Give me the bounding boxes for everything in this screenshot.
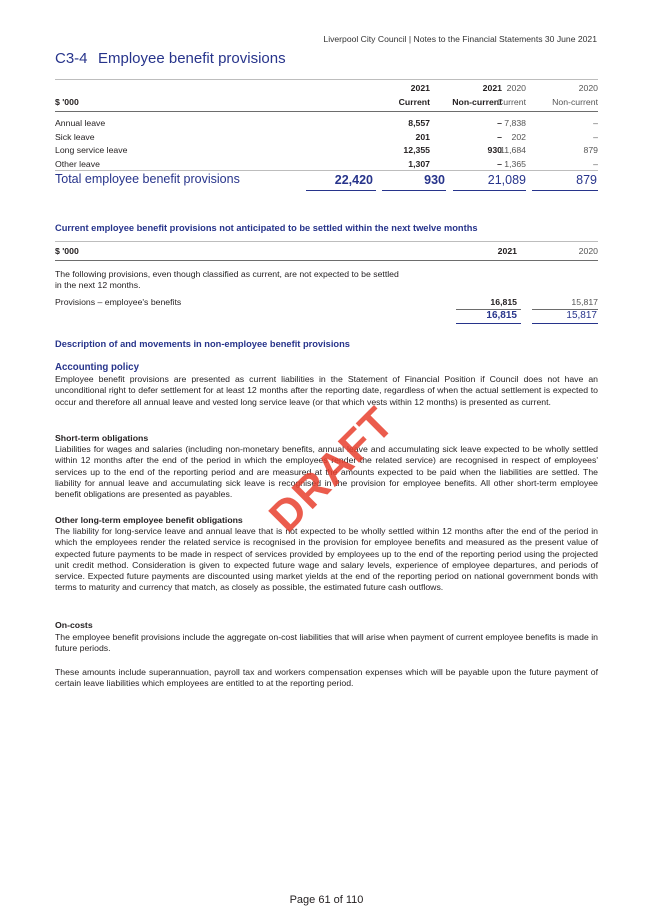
cell-value: –: [593, 118, 598, 128]
table2-header: [55, 244, 598, 258]
cell-value: 7,838: [504, 118, 526, 128]
row-label: Sick leave: [55, 131, 95, 142]
cell-value: –: [497, 158, 502, 169]
table2-body: [55, 295, 598, 309]
table1-total-value: 22,420: [334, 173, 373, 187]
table2-col-2020: 2020: [578, 246, 598, 256]
cell-value: 11,684: [500, 145, 526, 155]
cell-value: 202: [511, 131, 526, 142]
table1-body: [55, 116, 598, 170]
table1-header-rule: [55, 111, 598, 112]
cell-value: –: [593, 131, 598, 142]
section-number: C3-4: [55, 50, 88, 67]
row-label: Other leave: [55, 158, 100, 169]
table2-intro-line1: The following provisions, even though classified as current, are not expected to be settled: [55, 269, 399, 279]
row-label: Provisions – employee's benefits: [55, 297, 182, 307]
table2-unit-label: $ '000: [55, 246, 79, 256]
cell-value: 201: [415, 131, 430, 142]
table1-header: [55, 81, 598, 109]
total-underline: [306, 190, 376, 191]
cell-value: 1,307: [408, 158, 430, 169]
table2-col-2021: 2021: [497, 246, 517, 256]
total-underline: [453, 190, 526, 191]
description-heading: Description of and movements in non-employee benefit provisions: [55, 339, 350, 349]
total-underline: [532, 190, 598, 191]
table2-intro-line2: in the next 12 months.: [55, 280, 141, 290]
table1-top-rule: [55, 79, 598, 80]
table-row: [55, 116, 598, 130]
total-underline: [532, 323, 598, 324]
cell-value: 12,355: [403, 145, 430, 155]
cell-value: –: [497, 118, 502, 128]
table1-col1-year: 2021: [410, 83, 430, 93]
on-costs-text-1: The employee benefit provisions include the aggregate on-cost liabilities that will arise when payment of current employee benefits is made in future periods.: [55, 632, 598, 654]
on-costs-text-2: These amounts include superannuation, payroll tax and workers compensation expenses which will be payable upon the future payment of certain leave liabilities which employees are entitled to at the reporting period.: [55, 667, 598, 689]
long-term-heading: Other long-term employee benefit obligations: [55, 515, 243, 525]
table1-total-top-rule: [55, 170, 598, 171]
table1-col1-type: Current: [398, 97, 430, 107]
cell-value: 15,817: [571, 297, 598, 307]
cell-value: –: [593, 158, 598, 169]
table1-col4-year: 2020: [578, 83, 598, 93]
table-row: [55, 295, 598, 309]
table-row: [55, 143, 598, 157]
short-term-heading: Short-term obligations: [55, 433, 149, 443]
row-label: Annual leave: [55, 118, 106, 128]
section-title: [55, 50, 286, 67]
cell-value: 879: [583, 145, 598, 155]
accounting-policy-heading: Accounting policy: [55, 362, 139, 373]
table-row: [55, 157, 598, 171]
table1-col3-type: Current: [497, 97, 526, 107]
total-underline: [382, 190, 446, 191]
total-underline: [456, 323, 521, 324]
accounting-policy-text: Employee benefit provisions are presented as current liabilities in the Statement of Financial Position if Council does not have an unconditional right to defer settlement for at least 12 months after the reporting date, regardless of when the actual settlement is expected to occur and therefore all annual leave and vested long service leave (or that which vests within 12 months) is presented as current.: [55, 374, 598, 407]
draft-watermark: DRAFT: [259, 397, 404, 542]
cell-value: 1,365: [504, 158, 526, 169]
table1-unit-label: $ '000: [55, 97, 79, 107]
short-term-text: Liabilities for wages and salaries (including non-monetary benefits, annual leave and accumulating sick leave expected to be wholly settled within 12 months after the end of the period in which the employees render the related service) are recognised in respect of employees' services up to the end of the reporting period and are measured at the amounts expected to be paid when the liabilities are settled. The liability for annual leave and accumulating sick leave is recognised in the provision for employee benefits. All other short-term employee benefit obligations are presented as payables.: [55, 444, 598, 500]
page-number: Page 61 of 110: [289, 894, 364, 906]
table1-col2-year: 2021: [482, 83, 502, 93]
table2-intro: [55, 269, 475, 291]
table1-col3-year: 2020: [506, 83, 526, 93]
table-row: [55, 130, 598, 144]
cell-value: 8,557: [408, 118, 430, 128]
table2-total-2020: 15,817: [566, 310, 597, 321]
row-label: Long service leave: [55, 145, 128, 155]
cell-value: –: [497, 131, 502, 142]
table1-total-value: 879: [576, 173, 597, 187]
table1-col2-type: Non-current: [452, 97, 502, 107]
cell-value: 930: [487, 145, 502, 155]
long-term-text: The liability for long-service leave and annual leave that is not expected to be wholly settled within 12 months after the end of the period in which the employees render the related service is recognised in the provision for employee benefits and measured as the present value of expected future payments to be made in respect of services provided by employees up to the end of the reporting period using the projected unit credit method. Consideration is given to expected future wage and salary levels, experience of employee departures, and periods of service. Expected future payments are discounted using market yields at the end of the reporting period on national government bonds with terms to maturity and currency that match, as closely as possible, the estimated future cash outflows.: [55, 526, 598, 593]
table1-total-label: Total employee benefit provisions: [55, 172, 240, 186]
on-costs-heading: On-costs: [55, 620, 93, 630]
table2-top-rule: [55, 241, 598, 242]
table2-total-2021: 16,815: [486, 310, 517, 321]
table1-col4-type: Non-current: [552, 97, 598, 107]
table1-total-value: 21,089: [487, 173, 526, 187]
table2-heading: Current employee benefit provisions not anticipated to be settled within the next twelve months: [55, 223, 478, 233]
cell-value: 16,815: [490, 297, 517, 307]
table1-total-value: 930: [424, 173, 445, 187]
table2-header-rule: [55, 260, 598, 261]
section-title-text: Employee benefit provisions: [98, 50, 286, 67]
running-header: Liverpool City Council | Notes to the Financial Statements 30 June 2021: [323, 34, 597, 44]
